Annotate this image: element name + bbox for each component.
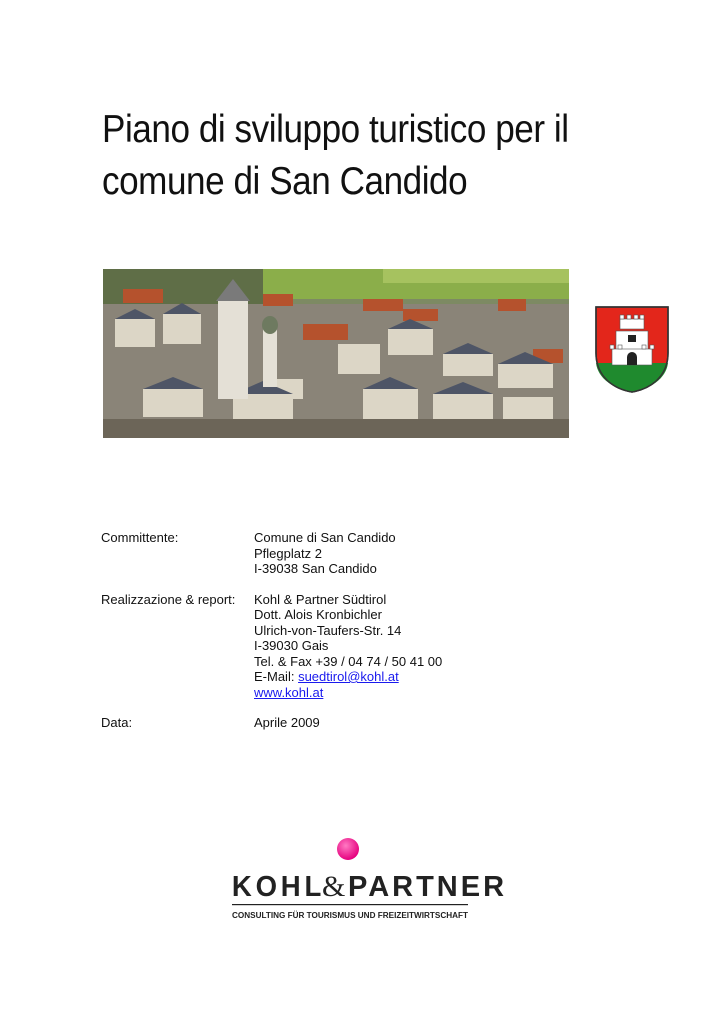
data-values — [254, 715, 320, 731]
document-info — [101, 530, 442, 746]
realizzazione-row — [101, 592, 442, 701]
realizzazione-line: Dott. Alois Kronbichler — [254, 607, 382, 622]
title-line-1: Piano di sviluppo turistico per il — [102, 108, 569, 151]
realizzazione-line: I-39030 Gais — [254, 638, 329, 653]
logo-dot — [337, 838, 359, 860]
data-row — [101, 715, 442, 731]
committente-line: Pflegplatz 2 — [254, 545, 322, 561]
kohl-partner-logo — [230, 836, 508, 926]
data-label: Data: — [101, 715, 133, 730]
logo-name-right: PARTNER — [348, 871, 508, 903]
committente-label: Committente: — [101, 530, 179, 545]
web-line — [254, 685, 442, 701]
logo-tagline: CONSULTING FÜR TOURISMUS UND FREIZEITWIRTSCHAFT — [232, 910, 469, 920]
data-value: Aprile 2009 — [254, 715, 320, 730]
town-photo — [103, 269, 569, 438]
page-title — [102, 104, 606, 208]
coat-of-arms-icon — [594, 305, 670, 393]
email-link[interactable]: suedtirol@kohl.at — [298, 669, 399, 684]
logo-name-left: KOHL — [231, 869, 326, 903]
committente-values — [254, 530, 396, 577]
realizzazione-label: Realizzazione & report: — [101, 591, 236, 607]
website-link[interactable]: www.kohl.at — [254, 684, 324, 700]
email-prefix: E-Mail: — [254, 669, 299, 684]
logo-ampersand: & — [322, 870, 346, 903]
email-line — [254, 669, 442, 685]
committente-line: Comune di San Candido — [254, 530, 396, 545]
realizzazione-line: Ulrich-von-Taufers-Str. 14 — [254, 622, 402, 638]
realizzazione-line: Kohl & Partner Südtirol — [254, 591, 387, 607]
committente-line: I-39038 San Candido — [254, 561, 377, 576]
realizzazione-values — [254, 592, 442, 701]
committente-row — [101, 530, 442, 577]
realizzazione-line: Tel. & Fax +39 / 04 74 / 50 41 00 — [254, 653, 443, 669]
title-line-2: comune di San Candido — [102, 160, 468, 203]
